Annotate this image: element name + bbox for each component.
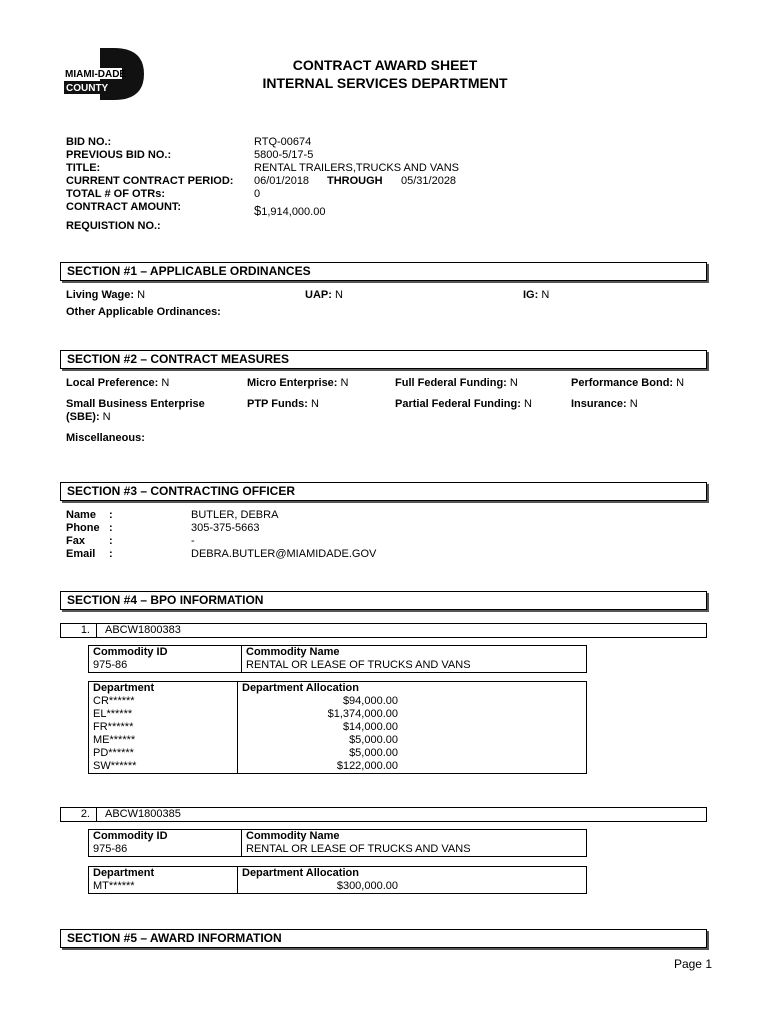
performance-bond-field bbox=[571, 377, 684, 389]
ig-label: IG: bbox=[523, 289, 539, 301]
miscellaneous-label: Miscellaneous: bbox=[66, 432, 145, 444]
table-row bbox=[89, 830, 587, 857]
full-federal-funding-value: N bbox=[509, 377, 518, 389]
officer-email-value[interactable]: DEBRA.BUTLER@MIAMIDADE.GOV bbox=[191, 548, 377, 560]
prev-bid-value: 5800-5/17-5 bbox=[254, 149, 314, 161]
commodity-table bbox=[88, 829, 587, 857]
amount-label: CONTRACT AMOUNT: bbox=[66, 201, 182, 213]
commodity-name-cell bbox=[242, 830, 587, 857]
miami-dade-logo bbox=[64, 46, 146, 102]
table-row bbox=[89, 682, 587, 774]
commodity-name-value: RENTAL OR LEASE OF TRUCKS AND VANS bbox=[246, 843, 471, 855]
other-ordinances-label: Other Applicable Ordinances: bbox=[66, 306, 221, 318]
bid-no-value: RTQ-00674 bbox=[254, 136, 312, 148]
section-1-header bbox=[60, 262, 707, 281]
full-federal-funding-field bbox=[395, 377, 518, 389]
sbe-label-line1: Small Business Enterprise bbox=[66, 398, 205, 410]
ptp-funds-label: PTP Funds: bbox=[247, 398, 308, 410]
partial-federal-funding-field bbox=[395, 398, 532, 410]
department-cell bbox=[89, 867, 238, 894]
commodity-name-header: Commodity Name bbox=[246, 646, 340, 658]
commodity-id-value: 975-86 bbox=[93, 843, 128, 855]
department-code: EL****** bbox=[93, 708, 133, 720]
micro-enterprise-label: Micro Enterprise: bbox=[247, 377, 338, 389]
section-2-header bbox=[60, 350, 707, 369]
uap-field bbox=[305, 289, 343, 301]
department-code: PD****** bbox=[93, 747, 134, 759]
page-number: Page 1 bbox=[673, 957, 712, 971]
micro-enterprise-value: N bbox=[340, 377, 349, 389]
department-header: Department bbox=[93, 682, 155, 694]
department-code: CR****** bbox=[93, 695, 135, 707]
table-row bbox=[89, 646, 587, 673]
sbe-label-line2: (SBE): bbox=[66, 411, 100, 423]
insurance-label: Insurance: bbox=[571, 398, 627, 410]
officer-name-label: Name bbox=[66, 509, 96, 521]
officer-fax-value: - bbox=[191, 535, 195, 547]
local-preference-field bbox=[66, 377, 169, 389]
section-5-header bbox=[60, 929, 707, 948]
document-title: CONTRACT AWARD SHEET bbox=[292, 57, 478, 73]
partial-federal-funding-label: Partial Federal Funding: bbox=[395, 398, 521, 410]
title-label: TITLE: bbox=[66, 162, 101, 174]
department-code: FR****** bbox=[93, 721, 134, 733]
department-code: ME****** bbox=[93, 734, 136, 746]
period-start: 06/01/2018 bbox=[254, 175, 310, 187]
sbe-value: N bbox=[102, 411, 111, 423]
performance-bond-value: N bbox=[676, 377, 685, 389]
logo-text-line1: MIAMI-DADE bbox=[65, 69, 127, 80]
local-preference-value: N bbox=[161, 377, 170, 389]
commodity-name-cell bbox=[242, 646, 587, 673]
allocation-header: Department Allocation bbox=[242, 867, 359, 879]
partial-federal-funding-value: N bbox=[523, 398, 532, 410]
department-code: SW****** bbox=[93, 760, 137, 772]
officer-fax-colon: : bbox=[109, 535, 113, 547]
micro-enterprise-field bbox=[247, 377, 348, 389]
title-value: RENTAL TRAILERS,TRUCKS AND VANS bbox=[254, 162, 459, 174]
uap-label: UAP: bbox=[305, 289, 332, 301]
department-code: MT****** bbox=[93, 880, 135, 892]
ptp-funds-field bbox=[247, 398, 319, 410]
miami-dade-seal-icon bbox=[64, 46, 146, 102]
amount-value bbox=[254, 203, 325, 218]
local-preference-label: Local Preference: bbox=[66, 377, 159, 389]
period-label: CURRENT CONTRACT PERIOD: bbox=[66, 175, 234, 187]
commodity-name-value: RENTAL OR LEASE OF TRUCKS AND VANS bbox=[246, 659, 471, 671]
commodity-name-header: Commodity Name bbox=[246, 830, 340, 842]
living-wage-field bbox=[66, 289, 145, 301]
section-4-title: SECTION #4 – BPO INFORMATION bbox=[67, 593, 264, 607]
commodity-id-header: Commodity ID bbox=[93, 830, 168, 842]
allocation-amount: $94,000.00 bbox=[342, 695, 398, 707]
living-wage-label: Living Wage: bbox=[66, 289, 135, 301]
allocation-cell bbox=[238, 867, 587, 894]
insurance-field bbox=[571, 398, 638, 410]
document-subtitle: INTERNAL SERVICES DEPARTMENT bbox=[262, 75, 508, 91]
ptp-funds-value: N bbox=[310, 398, 319, 410]
period-end: 05/31/2028 bbox=[401, 175, 457, 187]
allocation-amount: $14,000.00 bbox=[342, 721, 398, 733]
allocation-table bbox=[88, 681, 587, 774]
commodity-id-header: Commodity ID bbox=[93, 646, 168, 658]
officer-name-colon: : bbox=[109, 509, 113, 521]
prev-bid-label: PREVIOUS BID NO.: bbox=[66, 149, 172, 161]
officer-phone-value: 305-375-5663 bbox=[191, 522, 260, 534]
requisition-label: REQUISTION NO.: bbox=[66, 220, 161, 232]
sbe-field bbox=[66, 411, 111, 423]
officer-fax-label: Fax bbox=[66, 535, 85, 547]
section-2-title: SECTION #2 – CONTRACT MEASURES bbox=[67, 352, 290, 366]
bpo-number: 2. bbox=[61, 808, 97, 821]
allocation-table bbox=[88, 866, 587, 894]
officer-email-label: Email bbox=[66, 548, 96, 560]
ig-value: N bbox=[541, 289, 550, 301]
ig-field bbox=[523, 289, 549, 301]
allocation-amount: $300,000.00 bbox=[336, 880, 398, 892]
bpo-item bbox=[60, 623, 707, 638]
officer-name-value: BUTLER, DEBRA bbox=[191, 509, 279, 521]
bpo-id: ABCW1800385 bbox=[105, 808, 181, 820]
full-federal-funding-label: Full Federal Funding: bbox=[395, 377, 507, 389]
period-through: THROUGH bbox=[327, 175, 383, 187]
uap-value: N bbox=[334, 289, 343, 301]
section-3-title: SECTION #3 – CONTRACTING OFFICER bbox=[67, 484, 296, 498]
bpo-id: ABCW1800383 bbox=[105, 624, 181, 636]
department-cell bbox=[89, 682, 238, 774]
officer-phone-colon: : bbox=[109, 522, 113, 534]
allocation-amount: $122,000.00 bbox=[336, 760, 398, 772]
section-4-header bbox=[60, 591, 707, 610]
table-row bbox=[89, 867, 587, 894]
amount-number: 1,914,000.00 bbox=[261, 206, 326, 218]
bpo-number: 1. bbox=[61, 624, 97, 637]
commodity-cell bbox=[89, 646, 242, 673]
commodity-cell bbox=[89, 830, 242, 857]
allocation-amount: $1,374,000.00 bbox=[327, 708, 398, 720]
logo-text-line2: COUNTY bbox=[66, 83, 109, 94]
commodity-id-value: 975-86 bbox=[93, 659, 128, 671]
officer-phone-label: Phone bbox=[66, 522, 100, 534]
section-1-title: SECTION #1 – APPLICABLE ORDINANCES bbox=[67, 264, 311, 278]
allocation-header: Department Allocation bbox=[242, 682, 359, 694]
allocation-cell bbox=[238, 682, 587, 774]
commodity-table bbox=[88, 645, 587, 673]
officer-email-colon: : bbox=[109, 548, 113, 560]
otrs-value: 0 bbox=[254, 188, 261, 200]
section-3-header bbox=[60, 482, 707, 501]
performance-bond-label: Performance Bond: bbox=[571, 377, 674, 389]
otrs-label: TOTAL # OF OTRs: bbox=[66, 188, 166, 200]
insurance-value: N bbox=[629, 398, 638, 410]
bpo-item bbox=[60, 807, 707, 822]
section-5-title: SECTION #5 – AWARD INFORMATION bbox=[67, 931, 282, 945]
living-wage-value: N bbox=[137, 289, 146, 301]
allocation-amount: $5,000.00 bbox=[349, 734, 398, 746]
department-header: Department bbox=[93, 867, 155, 879]
allocation-amount: $5,000.00 bbox=[349, 747, 398, 759]
bid-no-label: BID NO.: bbox=[66, 136, 112, 148]
amount-currency-symbol: $ bbox=[254, 203, 262, 218]
